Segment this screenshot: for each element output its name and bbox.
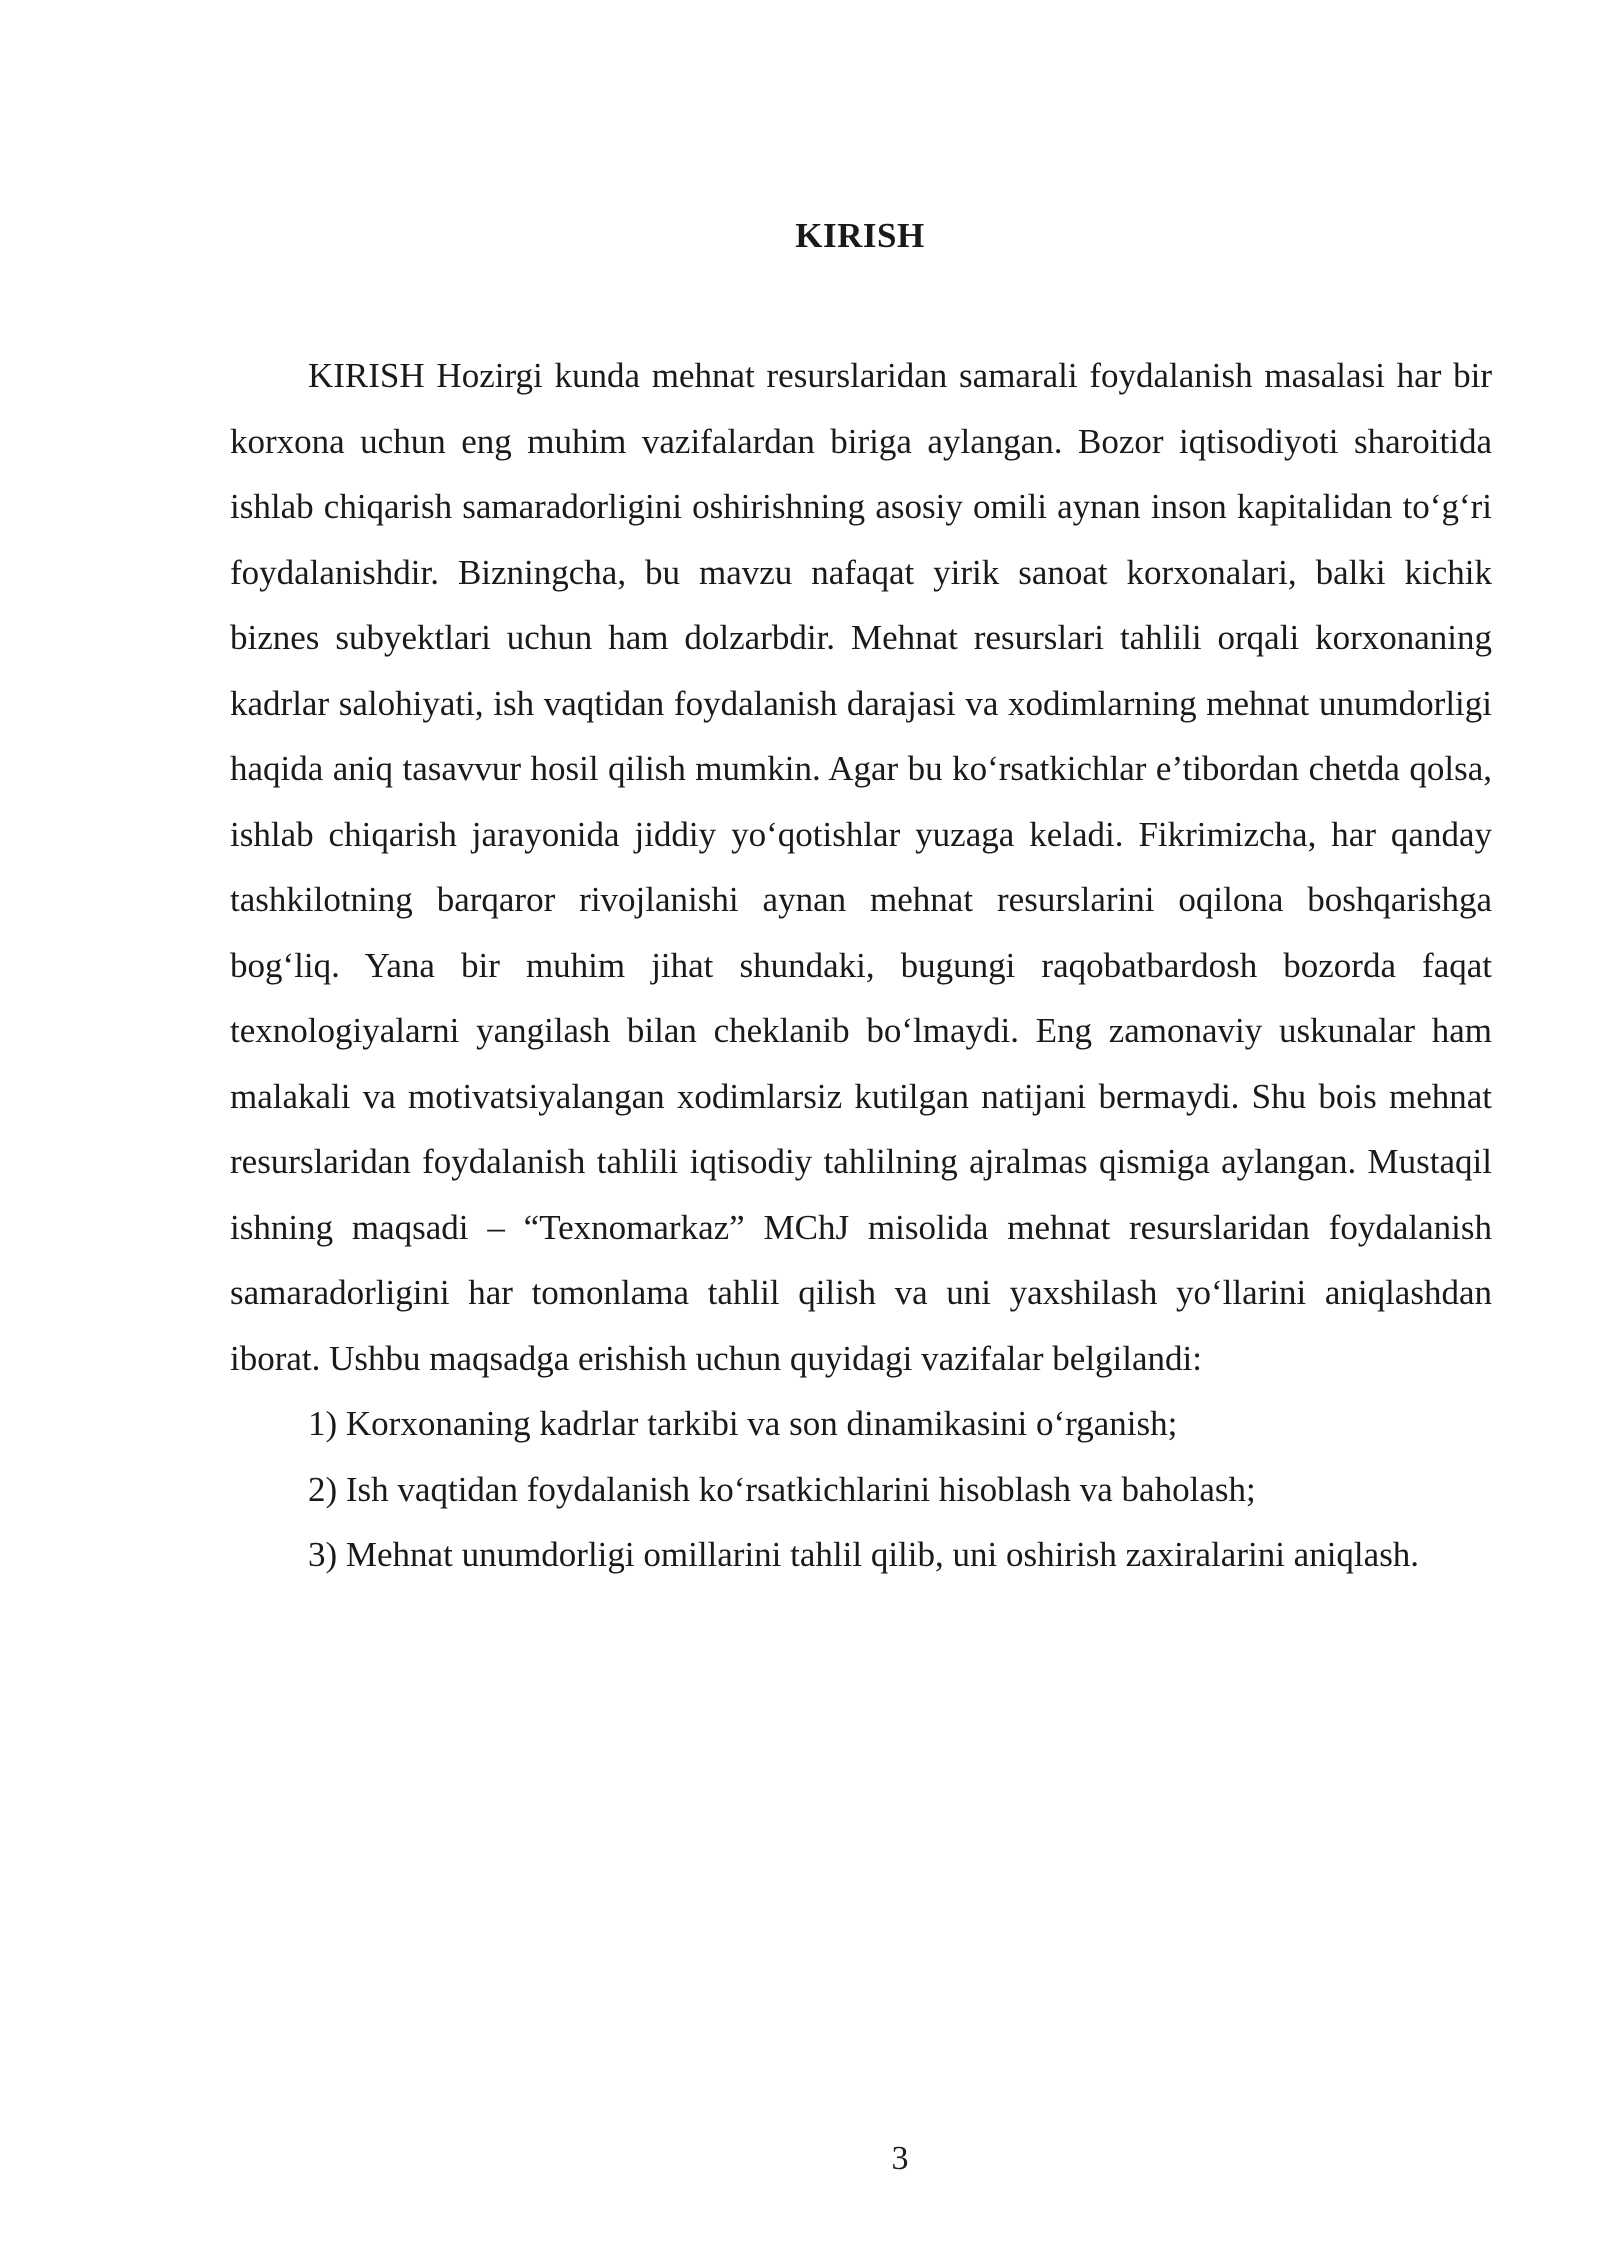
body-text — [230, 343, 1492, 1588]
intro-paragraph: KIRISH Hozirgi kunda mehnat resurslaridan samarali foydalanish masalasi har bir korxona uchun eng muhim vazifalardan biriga aylangan. Bozor iqtisodiyoti sharoitida ishlab chiqarish samaradorligini oshirishning asosiy omili aynan inson kapitalidan to‘g‘ri foydalanishdir. Bizningcha, bu mavzu nafaqat yirik sanoat korxonalari, balki kichik biznes subyektlari uchun ham dolzarbdir. Mehnat resurslari tahlili orqali korxonaning kadrlar salohiyati, ish vaqtidan foydalanish darajasi va xodimlarning mehnat unumdorligi haqida aniq tasavvur hosil qilish mumkin. Agar bu ko‘rsatkichlar e’tibordan chetda qolsa, ishlab chiqarish jarayonida jiddiy yo‘qotishlar yuzaga keladi. Fikrimizcha, har qanday tashkilotning barqaror rivojlanishi aynan mehnat resurslarini oqilona boshqarishga bog‘liq. Yana bir muhim jihat shundaki, bugungi raqobatbardosh bozorda faqat texnologiyalarni yangilash bilan cheklanib bo‘lmaydi. Eng zamonaviy uskunalar ham malakali va motivatsiyalangan xodimlarsiz kutilgan natijani bermaydi. Shu bois mehnat resurslaridan foydalanish tahlili iqtisodiy tahlilning ajralmas qismiga aylangan. Mustaqil ishning maqsadi – “Texnomarkaz” MChJ misolida mehnat resurslaridan foydalanish samaradorligini har tomonlama tahlil qilish va uni yaxshilash yo‘llarini aniqlashdan iborat. Ushbu maqsadga erishish uchun quyidagi vazifalar belgilandi: — [230, 356, 1492, 1378]
page-title: KIRISH — [795, 216, 925, 255]
task-item-2: 2) Ish vaqtidan foydalanish ko‘rsatkichlarini hisoblash va baholash; — [308, 1469, 1256, 1509]
page-number: 3 — [891, 2140, 909, 2177]
task-item-3: 3) Mehnat unumdorligi omillarini tahlil qilib, uni oshirish zaxiralarini aniqlash. — [308, 1535, 1420, 1574]
task-item-1: 1) Korxonaning kadrlar tarkibi va son dinamikasini o‘rganish; — [308, 1404, 1178, 1443]
